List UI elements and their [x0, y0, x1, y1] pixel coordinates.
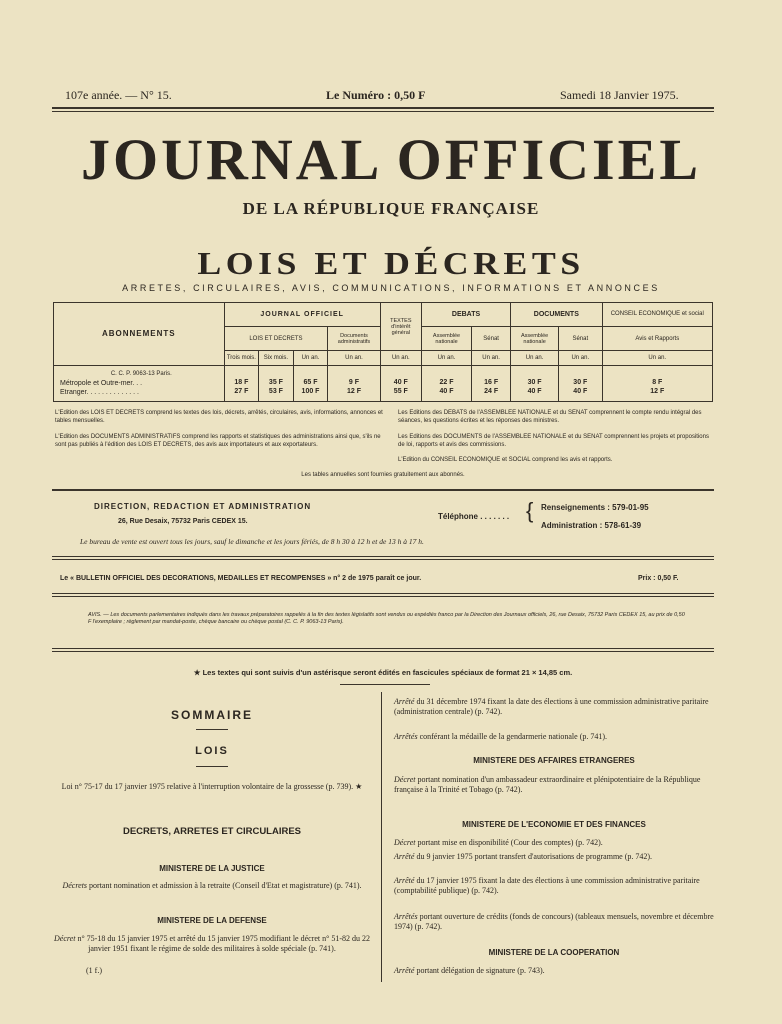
price-cell [602, 365, 712, 401]
section-rule [52, 593, 714, 594]
edition-title: LOIS ET DÉCRETS [197, 245, 585, 281]
section-rule [52, 489, 714, 491]
ambassadeur-entry [394, 775, 714, 795]
entry-lead: Arrêté [394, 697, 415, 706]
issue-price: Le Numéro : 0,50 F [326, 88, 426, 102]
arrete-elections-entry [394, 697, 714, 717]
an-group: Assemblée nationale [421, 327, 471, 351]
price: 18 F [234, 378, 249, 386]
an2-group: Assemblée nationale [511, 327, 559, 351]
period: Un an. [421, 351, 471, 365]
decrets-heading: DECRETS, ARRETES ET CIRCULAIRES [122, 826, 302, 837]
credits-entry [394, 912, 714, 932]
journal-officiel-group: JOURNAL OFFICIEL [224, 303, 380, 327]
sommaire-title: SOMMAIRE [171, 708, 253, 722]
period: Un an. [472, 351, 511, 365]
entry-text: conférant la médaille de la gendarmerie nationale (p. 741). [419, 732, 608, 741]
issue-date: Samedi 18 Janvier 1975. [560, 88, 679, 102]
direction-title: DIRECTION, REDACTION ET ADMINISTRATION [94, 502, 312, 511]
issue-number: 107e année. — N° 15. [65, 88, 172, 102]
period: Un an. [380, 351, 421, 365]
journal-title: JOURNAL OFFICIEL [80, 127, 701, 192]
entry-lead: Décret [53, 934, 76, 943]
row1-label: Métropole et Outre-mer. . . [60, 379, 143, 387]
subscriptions-label: ABONNEMENTS [54, 303, 225, 366]
section-rule [52, 648, 714, 649]
price: 22 F [439, 378, 454, 386]
debats-group: DEBATS [421, 303, 510, 327]
price-cell [224, 365, 259, 401]
commission-entry [394, 876, 714, 896]
price: 65 F [303, 378, 318, 386]
note-debats: Les Editions des DEBATS de l'ASSEMBLEE NATIONALE et du SENAT comprennent le compte rendu intégral des séances, les questions écrites et les réponses des ministres. [398, 410, 702, 424]
note-conseil: L'Edition du CONSEIL ECONOMIQUE et SOCIAL comprend les avis et rapports. [398, 457, 613, 463]
price-cell [559, 365, 602, 401]
price: 40 F [573, 387, 588, 395]
bulletin-price: Prix : 0,50 F. [638, 575, 679, 582]
bulletin-note: Le « BULLETIN OFFICIEL DES DECORATIONS, MEDAILLES ET RECOMPENSES » n° 2 de 1975 paraît ce jour. [60, 575, 422, 582]
short-rule [196, 766, 228, 767]
textes-group: TEXTES d'intérêt général [380, 303, 421, 351]
price: 24 F [484, 387, 499, 395]
period: Six mois. [259, 351, 294, 365]
etrangeres-heading: MINISTERE DES AFFAIRES ETRANGERES [473, 756, 635, 765]
senat2-group: Sénat [559, 327, 602, 351]
office-hours: Le bureau de vente est ouvert tous les jours, sauf le dimanche et les jours fériés, de 8 h 30 à 12 h et de 13 h à 17 h. [80, 537, 424, 546]
short-rule [340, 684, 430, 685]
price-cell [380, 365, 421, 401]
price: 27 F [234, 387, 249, 395]
disponibilite-entry [394, 838, 714, 848]
price: 35 F [268, 378, 283, 386]
period: Un an. [293, 351, 328, 365]
entry-text: portant ouverture de crédits (fonds de concours) (tableaux mensuels, novembre et décembre 1974) (p. 742). [394, 912, 714, 931]
row2-label: Etranger. . . . . . . . . . . . . . [60, 388, 139, 396]
conseil-group: CONSEIL ECONOMIQUE et social [602, 303, 712, 327]
price: 30 F [573, 378, 588, 386]
entry-text: du 9 janvier 1975 portant transfert d'autorisations de programme (p. 742). [416, 852, 653, 861]
loi-entry: Loi n° 75-17 du 17 janvier 1975 relative à l'interruption volontaire de la grossesse (p. 739). ★ [61, 782, 363, 791]
transfert-entry [394, 852, 714, 862]
avis-note: AVIS. — Les documents parlementaires indiqués dans les travaux préparatoires rappelés à la fin des textes législatifs sont vendus ou expédiés franco par la Direction des Journaux officiels, 26, rue Desaix, 75732 Paris CEDEX 15, au prix de 0,50 F l'exemplaire ; règlement par mandat-poste, chèque bancaire ou chèque postal (C. C. P. 9063-13 Paris). [88, 612, 685, 625]
price: 30 F [527, 378, 542, 386]
direction-address: 26, Rue Desaix, 75732 Paris CEDEX 15. [118, 518, 248, 525]
entry-lead: Décret [394, 775, 416, 784]
cooperation-heading: MINISTERE DE LA COOPERATION [488, 948, 620, 957]
brace-icon: { [526, 498, 534, 523]
price: 40 F [527, 387, 542, 395]
entry-text: n° 75-18 du 15 janvier 1975 et arrêté du 15 janvier 1975 modifiant le décret n° 51-82 du 22 janvier 1951 fixant le régime de solde des militaires à solde spéciale (p. 741). [77, 934, 370, 953]
phone-renseignements: Renseignements : 579-01-95 [541, 503, 649, 512]
period: Un an. [511, 351, 559, 365]
price: 40 F [393, 378, 408, 386]
subscription-region-cell [54, 365, 225, 401]
subscription-table [53, 302, 713, 402]
section-rule [52, 651, 714, 652]
entry-text: du 31 décembre 1974 fixant la date des élections à une commission administrative paritaire (administration centrale) (p. 742). [394, 697, 709, 716]
documents-group: DOCUMENTS [511, 303, 602, 327]
section-rule [52, 556, 714, 557]
entry-text: portant délégation de signature (p. 743). [416, 966, 545, 975]
header-rule-thin [52, 111, 714, 112]
note-lois: L'Edition des LOIS ET DECRETS comprend les textes des lois, décrets, arrêtés, circulaires, avis, informations, annonces et tables mensuelles. [55, 410, 383, 424]
defense-note: (1 f.) [86, 966, 102, 975]
short-rule [196, 729, 228, 730]
note-tables: Les tables annuelles sont fournies gratuitement aux abonnés. [301, 472, 465, 478]
header-rule [52, 107, 714, 109]
price-cell [328, 365, 380, 401]
justice-heading: MINISTERE DE LA JUSTICE [159, 864, 265, 873]
entry-lead: Décrets [62, 881, 88, 890]
phone-label: Téléphone . . . . . . . [438, 512, 510, 521]
price: 12 F [650, 387, 665, 395]
defense-heading: MINISTERE DE LA DEFENSE [157, 916, 267, 925]
entry-lead: Décret [394, 838, 416, 847]
note-documents: Les Editions des DOCUMENTS de l'ASSEMBLEE NATIONALE et du SENAT comprennent les projets et propositions de loi, rapports et avis des commissions. [398, 434, 709, 448]
price: 53 F [268, 387, 283, 395]
lois-decrets-group: LOIS ET DECRETS [224, 327, 328, 351]
note-docs-admin: L'Edition des DOCUMENTS ADMINISTRATIFS comprend les rapports et statistiques des administrations ainsi que, s'ils ne sont pas publiés à l'édition des LOIS ET DECRETS, des avis aux importateurs et aux exportateurs. [55, 434, 381, 448]
price-cell [472, 365, 511, 401]
delegation-entry [394, 966, 714, 976]
entry-lead: Arrêté [394, 966, 415, 975]
price-cell [421, 365, 471, 401]
period: Un an. [602, 351, 712, 365]
gendarmerie-entry [394, 732, 714, 742]
price-cell [293, 365, 328, 401]
column-divider [381, 692, 382, 982]
lois-heading: LOIS [195, 745, 229, 757]
entry-text: du 17 janvier 1975 fixant la date des élections à une commission administrative paritaire (comptabilité publique) (p. 742). [394, 876, 700, 895]
economie-heading: MINISTERE DE L'ECONOMIE ET DES FINANCES [462, 820, 646, 829]
docs-admin-group: Documents administratifs [328, 327, 380, 351]
price: 55 F [393, 387, 408, 395]
period: Un an. [559, 351, 602, 365]
defense-entry [52, 934, 372, 954]
entry-text: portant mise en disponibilité (Cour des comptes) (p. 742). [417, 838, 603, 847]
asterisk-note: ★ Les textes qui sont suivis d'un astérisque seront édités en fascicules spéciaux de format 21 × 14,85 cm. [193, 668, 573, 677]
edition-tagline: ARRETES, CIRCULAIRES, AVIS, COMMUNICATIONS, INFORMATIONS ET ANNONCES [122, 283, 660, 293]
journal-subtitle: DE LA RÉPUBLIQUE FRANÇAISE [242, 199, 540, 218]
entry-lead: Arrêté [394, 852, 415, 861]
price: 12 F [346, 387, 361, 395]
ccp-number: C. C. P. 9063-13 Paris. [110, 370, 172, 377]
phone-administration: Administration : 578-61-39 [541, 521, 642, 530]
price: 100 F [301, 387, 320, 395]
entry-lead: Arrêté [394, 876, 415, 885]
justice-entry [52, 881, 372, 891]
entry-lead: Arrêtés [394, 912, 418, 921]
period: Trois mois. [224, 351, 259, 365]
price: 8 F [652, 378, 663, 386]
senat-group: Sénat [472, 327, 511, 351]
price: 9 F [348, 378, 360, 386]
entry-lead: Arrêtés [394, 732, 418, 741]
price-cell [259, 365, 294, 401]
price: 40 F [439, 387, 454, 395]
price: 16 F [484, 378, 499, 386]
avis-group: Avis et Rapports [602, 327, 712, 351]
section-rule [52, 559, 714, 560]
period: Un an. [328, 351, 380, 365]
section-rule [52, 596, 714, 597]
entry-text: portant nomination et admission à la retraite (Conseil d'Etat et magistrature) (p. 741). [89, 881, 362, 890]
price-cell [511, 365, 559, 401]
entry-text: portant nomination d'un ambassadeur extraordinaire et plénipotentiaire de la République française à la Trinité et Tobago (p. 742). [394, 775, 701, 794]
